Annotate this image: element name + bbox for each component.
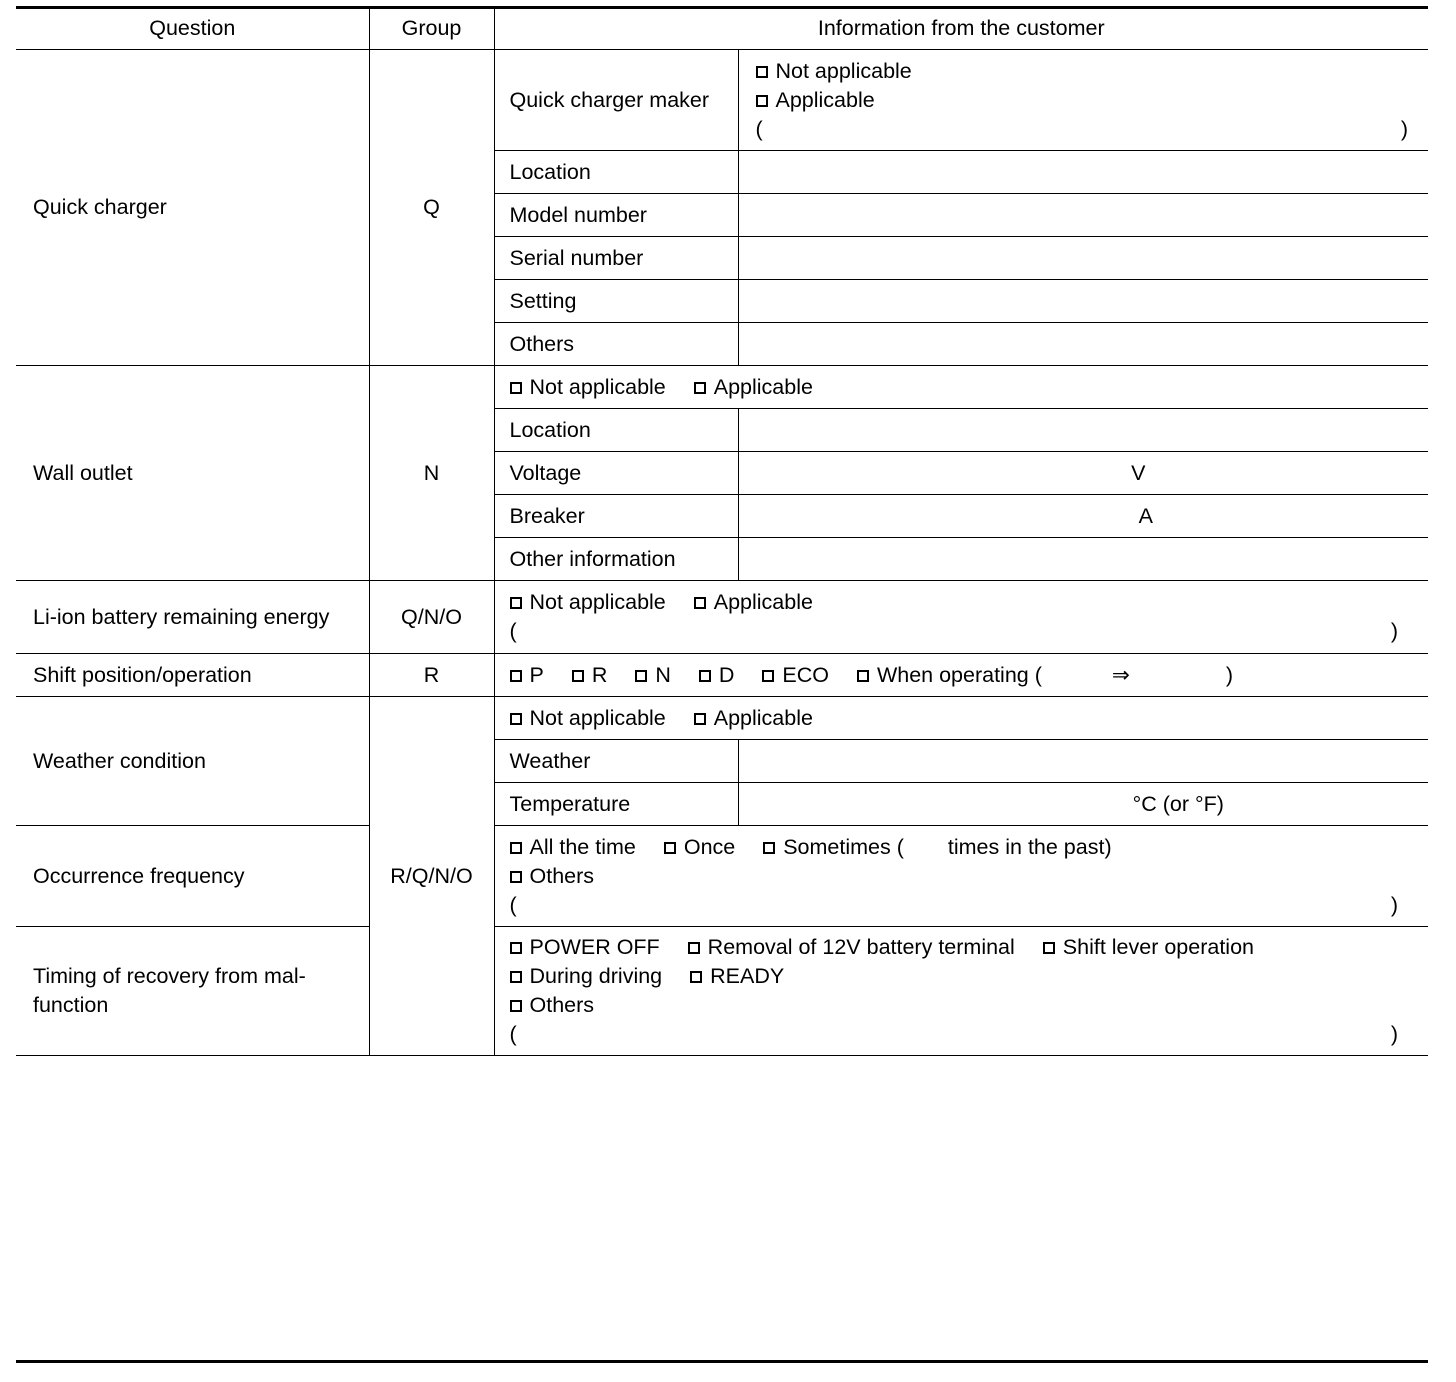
option-applicable[interactable]: Applicable [694,373,813,402]
wall-outlet-options [494,366,1428,409]
option-applicable[interactable]: Applicable [694,588,813,617]
checkbox-icon[interactable] [762,670,774,682]
option-others[interactable]: Others [510,991,1399,1020]
header-info: Information from the customer [494,7,1428,50]
arrow-icon: ⇒ [1111,662,1130,687]
weather-options [494,697,1428,740]
li-ion-info [494,581,1428,654]
checkbox-icon[interactable] [510,942,522,954]
field-label: Weather [494,740,738,783]
option-p[interactable]: P [510,661,544,690]
li-ion-group: Q/N/O [369,581,494,654]
option-applicable[interactable]: Applicable [694,704,813,733]
field-value[interactable] [738,323,1428,366]
checkbox-icon[interactable] [763,842,775,854]
wall-outlet-group: N [369,366,494,581]
option-others[interactable]: Others [510,862,1399,891]
header-question: Question [16,7,369,50]
checkbox-icon[interactable] [510,382,522,394]
checkbox-icon[interactable] [510,842,522,854]
paren-field[interactable]: ( ) [755,116,1408,141]
checkbox-icon[interactable] [510,597,522,609]
checkbox-icon[interactable] [694,713,706,725]
checkbox-icon[interactable] [694,597,706,609]
shift-options [494,654,1428,697]
checkbox-icon[interactable] [688,942,700,954]
checkbox-icon[interactable] [635,670,647,682]
shift-question: Shift position/operation [16,654,369,697]
shared-group: R/Q/N/O [369,697,494,1056]
option-not-applicable[interactable]: Not applicable [756,57,1409,86]
wall-outlet-question: Wall outlet [16,366,369,581]
field-value[interactable] [738,409,1428,452]
header-row [16,7,1428,50]
li-ion-row [16,581,1428,654]
checkbox-icon[interactable] [664,842,676,854]
option-power-off[interactable]: POWER OFF [510,933,660,962]
checkbox-icon[interactable] [510,971,522,983]
option-not-applicable[interactable]: Not applicable [510,588,666,617]
field-label: Others [494,323,738,366]
checkbox-icon[interactable] [694,382,706,394]
option-all-the-time[interactable]: All the time [510,833,636,862]
frequency-row [16,826,1428,927]
field-value[interactable] [738,740,1428,783]
checkbox-icon[interactable] [699,670,711,682]
breaker-unit[interactable]: A [738,495,1428,538]
field-value[interactable] [738,194,1428,237]
field-label: Temperature [494,783,738,826]
wall-outlet-options-row [16,366,1428,409]
field-label: Voltage [494,452,738,495]
option-d[interactable]: D [699,661,735,690]
quick-charger-maker-value [738,50,1428,151]
checkbox-icon[interactable] [572,670,584,682]
field-label: Location [494,151,738,194]
li-ion-question: Li-ion battery remaining energy [16,581,369,654]
option-not-applicable[interactable]: Not applicable [510,704,666,733]
option-ready[interactable]: READY [690,962,784,991]
option-sometimes[interactable]: Sometimes ( times in the past) [763,833,1111,862]
quick-charger-question: Quick charger [16,50,369,366]
checkbox-icon[interactable] [756,66,768,78]
recovery-info [494,927,1428,1056]
checkbox-icon[interactable] [690,971,702,983]
recovery-question: Timing of recovery from mal-function [16,927,369,1056]
weather-options-row [16,697,1428,740]
field-value[interactable] [738,237,1428,280]
quick-charger-group: Q [369,50,494,366]
frequency-question: Occurrence frequency [16,826,369,927]
option-r[interactable]: R [572,661,608,690]
field-value[interactable] [738,151,1428,194]
field-label: Breaker [494,495,738,538]
quick-charger-maker-label: Quick charger maker [494,50,738,151]
checkbox-icon[interactable] [510,670,522,682]
temperature-unit[interactable]: °C (or °F) [738,783,1428,826]
shift-row [16,654,1428,697]
field-label: Serial number [494,237,738,280]
recovery-row [16,927,1428,1056]
customer-questionnaire-table [16,7,1428,1056]
option-when-operating[interactable]: When operating ( ⇒ ) [857,661,1233,690]
bottom-rule [16,1360,1428,1363]
option-not-applicable[interactable]: Not applicable [510,373,666,402]
checkbox-icon[interactable] [510,871,522,883]
field-label: Location [494,409,738,452]
option-applicable[interactable]: Applicable [756,86,1409,115]
field-value[interactable] [738,538,1428,581]
option-during-driving[interactable]: During driving [510,962,663,991]
voltage-unit[interactable]: V [738,452,1428,495]
header-group: Group [369,7,494,50]
checkbox-icon[interactable] [756,95,768,107]
field-value[interactable] [738,280,1428,323]
checkbox-icon[interactable] [857,670,869,682]
frequency-info [494,826,1428,927]
option-removal-12v[interactable]: Removal of 12V battery terminal [688,933,1015,962]
checkbox-icon[interactable] [510,1000,522,1012]
paren-field[interactable]: ( ) [509,892,1398,917]
checkbox-icon[interactable] [1043,942,1055,954]
option-n[interactable]: N [635,661,671,690]
weather-question: Weather condition [16,697,369,826]
field-label: Model number [494,194,738,237]
quick-charger-maker-row [16,50,1428,151]
field-label: Other information [494,538,738,581]
paren-field[interactable]: ( ) [509,1022,1398,1046]
paren-field[interactable]: ( ) [509,619,1398,643]
field-label: Setting [494,280,738,323]
shift-group: R [369,654,494,697]
checkbox-icon[interactable] [510,713,522,725]
option-shift-lever[interactable]: Shift lever operation [1043,933,1254,962]
option-once[interactable]: Once [664,833,735,862]
option-eco[interactable]: ECO [762,661,829,690]
